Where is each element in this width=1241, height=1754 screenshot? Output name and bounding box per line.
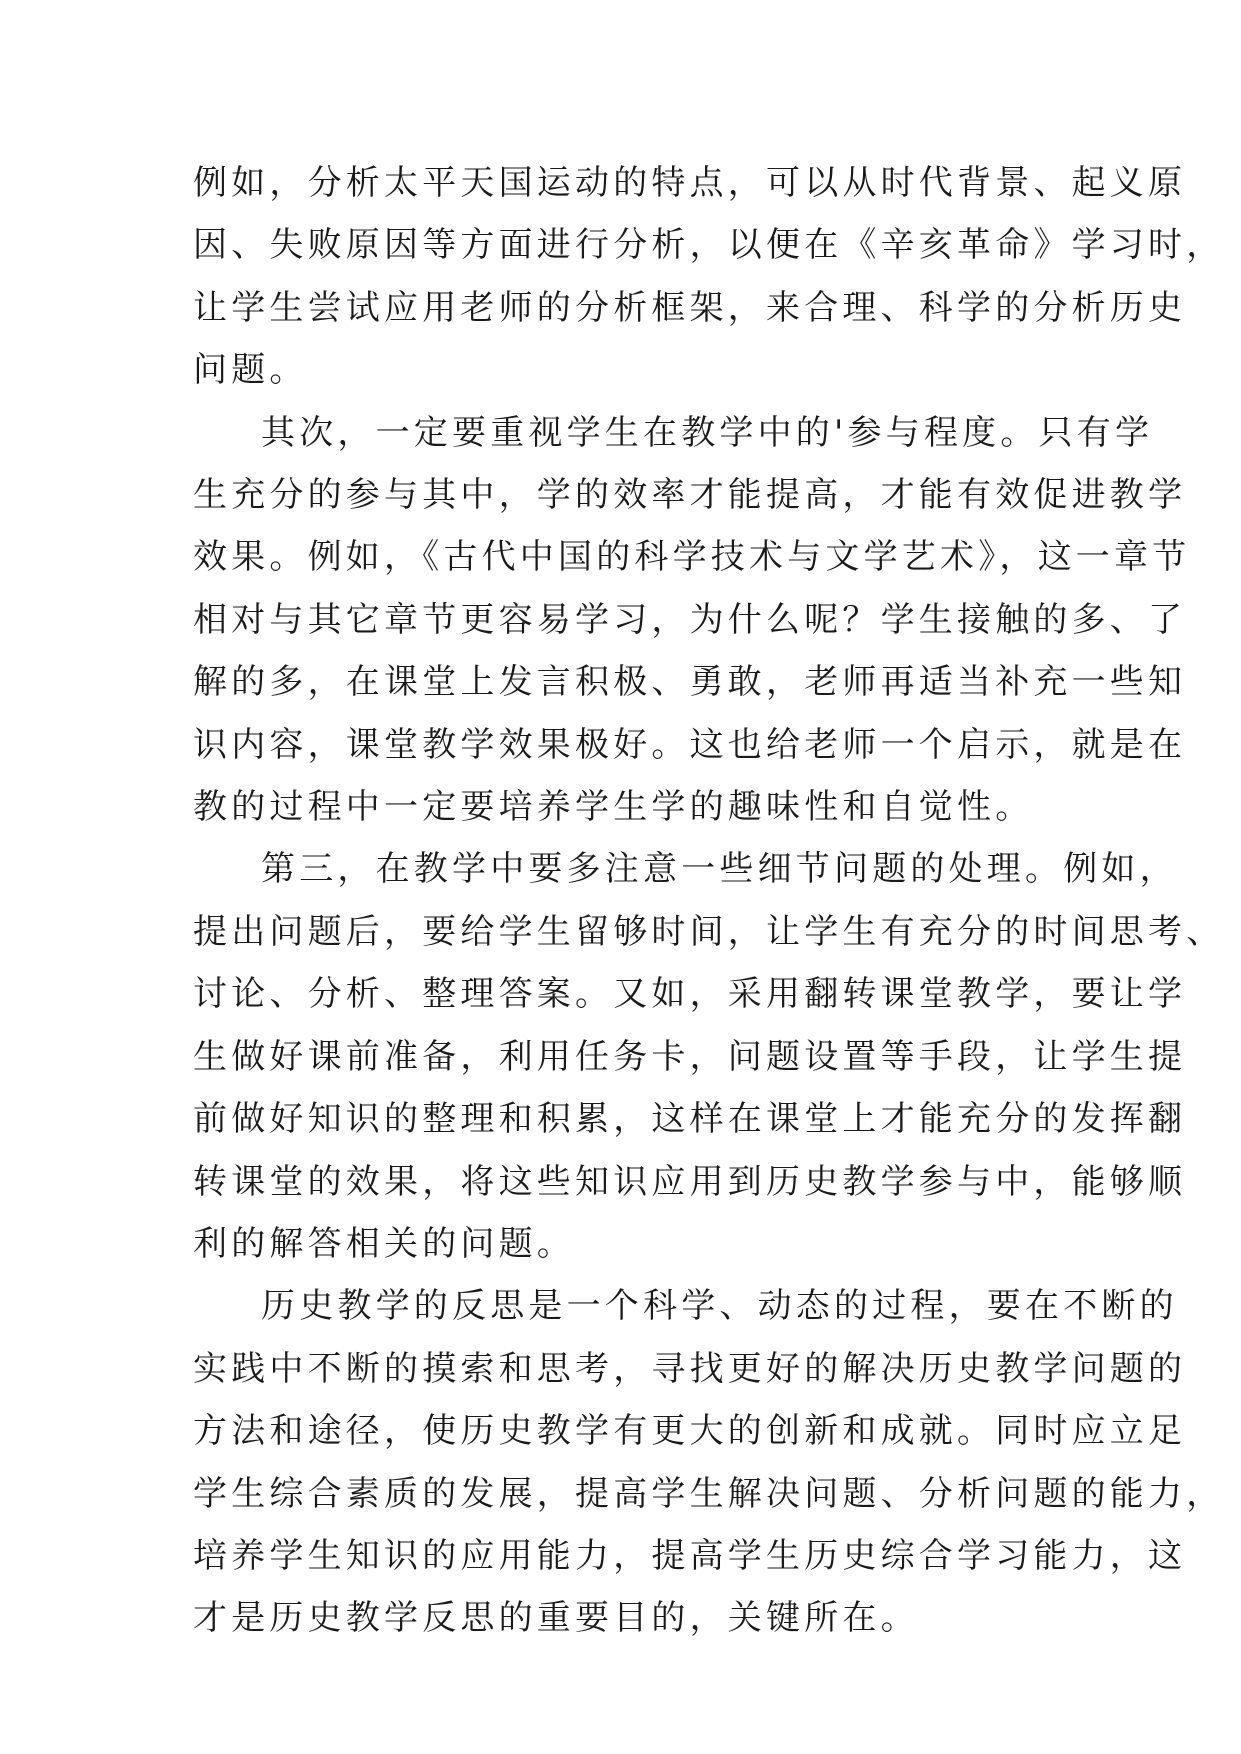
text-line: 学生综合素质的发展，提高学生解决问题、分析问题的能力， [193,1473,1225,1514]
document-body [193,152,1225,1650]
text-line: 历史教学的反思是一个科学、动态的过程，要在不断的 [261,1286,1178,1327]
text-line: 例如，分析太平天国运动的特点，可以从时代背景、起义原 [193,163,1187,203]
paragraph-4 [193,1275,1225,1649]
text-line: 效果。例如，《古代中国的科学技术与文学艺术》，这一章节 [193,537,1191,578]
text-line: 问题。 [193,350,308,391]
paragraph-1 [193,152,1225,402]
text-line: 因、失败原因等方面进行分析，以便在《辛亥革命》学习时， [193,225,1225,266]
text-line: 相对与其它章节更容易学习，为什么呢？学生接触的多、了 [193,599,1187,640]
text-line: 讨论、分析、整理答案。又如，采用翻转课堂教学，要让学 [193,974,1187,1015]
text-line: 解的多，在课堂上发言积极、勇敢，老师再适当补充一些知 [193,662,1187,703]
text-line: 方法和途径，使历史教学有更大的创新和成就。同时应立足 [193,1411,1187,1452]
text-line: 利的解答相关的问题。 [193,1223,575,1264]
text-line: 前做好知识的整理和积累，这样在课堂上才能充分的发挥翻 [193,1099,1187,1140]
text-line: 生充分的参与其中，学的效率才能提高，才能有效促进教学 [193,475,1187,516]
text-line: 提出问题后，要给学生留够时间，让学生有充分的时间思考、 [193,911,1225,952]
text-line: 实践中不断的摸索和思考，寻找更好的解决历史教学问题的 [193,1348,1187,1389]
text-line: 让学生尝试应用老师的分析框架，来合理、科学的分析历史 [193,287,1187,328]
text-line: 其次，一定要重视学生在教学中的'参与程度。只有学 [261,412,1154,453]
text-line: 培养学生知识的应用能力，提高学生历史综合学习能力，这 [193,1535,1187,1576]
paragraph-2 [193,402,1191,839]
text-line: 才是历史教学反思的重要目的，关键所在。 [193,1598,919,1639]
text-line: 教的过程中一定要培养学生学的趣味性和自觉性。 [193,787,1034,828]
text-line: 转课堂的效果，将这些知识应用到历史教学参与中，能够顺 [193,1161,1187,1202]
paragraph-3 [193,838,1225,1275]
text-line: 识内容，课堂教学效果极好。这也给老师一个启示，就是在 [193,724,1187,765]
text-line: 第三，在教学中要多注意一些细节问题的处理。例如， [261,849,1178,890]
text-line: 生做好课前准备，利用任务卡，问题设置等手段，让学生提 [193,1036,1187,1077]
